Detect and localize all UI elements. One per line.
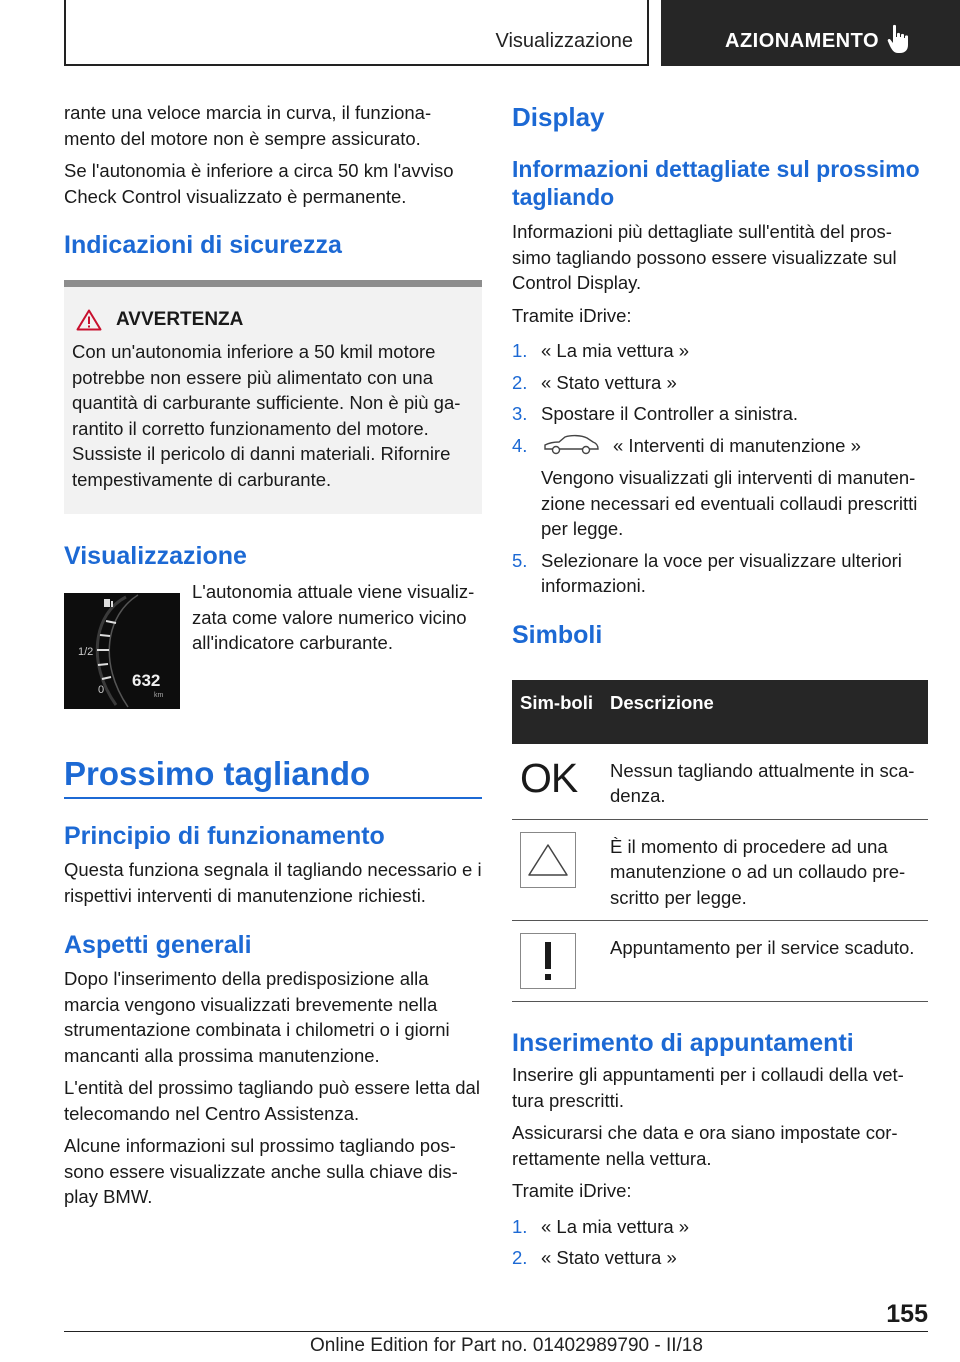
warning-text: Con un'autonomia inferiore a 50 kmil motore potrebbe non essere più alimentato con una quantità di carburante sufficiente. Non è più ga-rantito il corretto funzionamento del motore. Sussiste il pericolo di danni materiali. Rifornire tempestivamente di carburante. — [72, 341, 461, 490]
idrive-label-1: Tramite iDrive: — [512, 304, 632, 326]
intro-paragraph-1: rante una veloce marcia in curva, il funziona-mento del motore non è sempre assicurato. — [64, 102, 432, 149]
fuel-gauge-image — [64, 593, 180, 709]
step-text: Spostare il Controller a sinistra. — [541, 403, 799, 424]
main-title: Prossimo tagliando — [64, 755, 482, 799]
gauge-zero-label: 0 — [98, 684, 105, 696]
detail-heading: Informazioni dettagliate sul prossimo tagliando — [512, 156, 920, 210]
visualization-heading: Visualizzazione — [64, 542, 247, 570]
symbols-table — [512, 680, 928, 1003]
table-header-description: Descrizione — [602, 680, 928, 744]
idrive-label-2: Tramite iDrive: — [512, 1180, 632, 1201]
step-item — [512, 433, 928, 542]
table-header-row — [512, 680, 928, 744]
ok-symbol: OK — [520, 754, 578, 801]
table-row — [512, 921, 928, 1002]
step-number: 3. — [512, 403, 528, 424]
visualization-block — [64, 581, 482, 709]
table-cell-symbol — [512, 921, 602, 1002]
step-number: 4. — [512, 434, 528, 456]
step-number: 1. — [512, 1215, 528, 1237]
general-paragraph-2: L'entità del prossimo tagliando può essere letta dal telecomando nel Centro Assistenza. — [64, 1077, 480, 1124]
step-item — [512, 548, 928, 599]
page-number: 155 — [886, 1300, 928, 1328]
general-heading: Aspetti generali — [64, 931, 252, 959]
step-item — [512, 338, 928, 364]
step-item — [512, 1245, 928, 1271]
pointing-hand-icon — [887, 24, 913, 54]
fuel-gauge-graphic — [64, 593, 180, 709]
safety-heading: Indicazioni di sicurezza — [64, 231, 342, 259]
gauge-half-label: 1/2 — [78, 646, 94, 658]
footer-edition: Online Edition for Part no. 01402989790 - II/18 — [310, 1335, 703, 1356]
step-sub-text: Vengono visualizzati gli interventi di manuten-zione necessari ed eventuali collaudi prescritti per legge. — [541, 467, 918, 539]
step-number: 5. — [512, 549, 528, 571]
gauge-range-value: 632 — [132, 671, 161, 690]
display-heading: Display — [512, 102, 605, 132]
warning-triangle-icon — [76, 309, 102, 331]
exclamation-icon — [520, 933, 576, 989]
step-number: 2. — [512, 371, 528, 393]
header-chapter-box — [661, 0, 960, 66]
step-text: « Interventi di manutenzione » — [613, 434, 861, 456]
table-cell-symbol — [512, 819, 602, 921]
general-paragraph-1: Dopo l'inserimento della predisposizione alla marcia vengono visualizzati brevemente nella strumentazione combinata i chilometri o i giorni mancanti alla prossima manutenzione. — [64, 968, 450, 1066]
detail-text: Informazioni più dettagliate sull'entità del pros-simo tagliando possono essere visualizzate sul Control Display. — [512, 221, 897, 293]
warning-title-row — [72, 309, 474, 331]
step-item — [512, 401, 928, 427]
table-cell-description: Nessun tagliando attualmente in sca-denza. — [602, 744, 928, 820]
header-section-title: Visualizzazione — [495, 30, 633, 52]
right-column — [512, 100, 928, 1279]
footer-divider — [64, 1331, 928, 1332]
left-column — [64, 100, 482, 1217]
intro-paragraph-2: Se l'autonomia è inferiore a circa 50 km l'avviso Check Control visualizzato è permanente. — [64, 160, 454, 207]
gauge-unit-label: km — [154, 692, 164, 699]
symbols-heading: Simboli — [512, 620, 603, 649]
header-chapter-title: AZIONAMENTO — [725, 30, 880, 52]
step-number: 2. — [512, 1247, 528, 1268]
principle-text: Questa funziona segnala il tagliando necessario e i rispettivi interventi di manutenzione richiesti. — [64, 859, 482, 906]
principle-heading: Principio di funzionamento — [64, 822, 385, 850]
warning-title: AVVERTENZA — [116, 309, 244, 330]
steps-list-2 — [512, 1214, 928, 1271]
table-cell-description: È il momento di procedere ad una manutenzione o ad un collaudo pre-scritto per legge. — [602, 819, 928, 921]
step-text: « Stato vettura » — [541, 1247, 677, 1268]
appointments-heading: Inserimento di appuntamenti — [512, 1029, 854, 1057]
appointments-paragraph-1: Inserire gli appuntamenti per i collaudi della vet-tura prescritti. — [512, 1064, 904, 1111]
step-body — [541, 433, 928, 542]
table-row — [512, 744, 928, 820]
table-header-symbols: Sim-boli — [512, 680, 602, 744]
table-cell-symbol — [512, 744, 602, 820]
table-row — [512, 819, 928, 921]
step-item — [512, 1214, 928, 1240]
step-text: Selezionare la voce per visualizzare ulteriori informazioni. — [541, 549, 902, 596]
step-number: 1. — [512, 340, 528, 361]
step-item — [512, 370, 928, 396]
step-text: « Stato vettura » — [541, 371, 677, 393]
table-cell-description: Appuntamento per il service scaduto. — [602, 921, 928, 1002]
step-text: « La mia vettura » — [541, 340, 690, 361]
car-service-icon — [541, 434, 601, 456]
general-paragraph-3: Alcune informazioni sul prossimo tagliando pos-sono essere visualizzate anche sulla chiave dis-play BMW. — [64, 1135, 458, 1207]
appointments-paragraph-2: Assicurarsi che data e ora siano impostate cor-rettamente nella vettura. — [512, 1122, 898, 1169]
step-text: « La mia vettura » — [541, 1215, 690, 1237]
steps-list-1 — [512, 338, 928, 599]
triangle-icon — [520, 832, 576, 888]
header-section-box — [64, 0, 649, 66]
visualization-text: L'autonomia attuale viene visualiz-zata come valore numerico vicino all'indicatore carburante. — [192, 581, 475, 653]
warning-box — [64, 280, 482, 514]
